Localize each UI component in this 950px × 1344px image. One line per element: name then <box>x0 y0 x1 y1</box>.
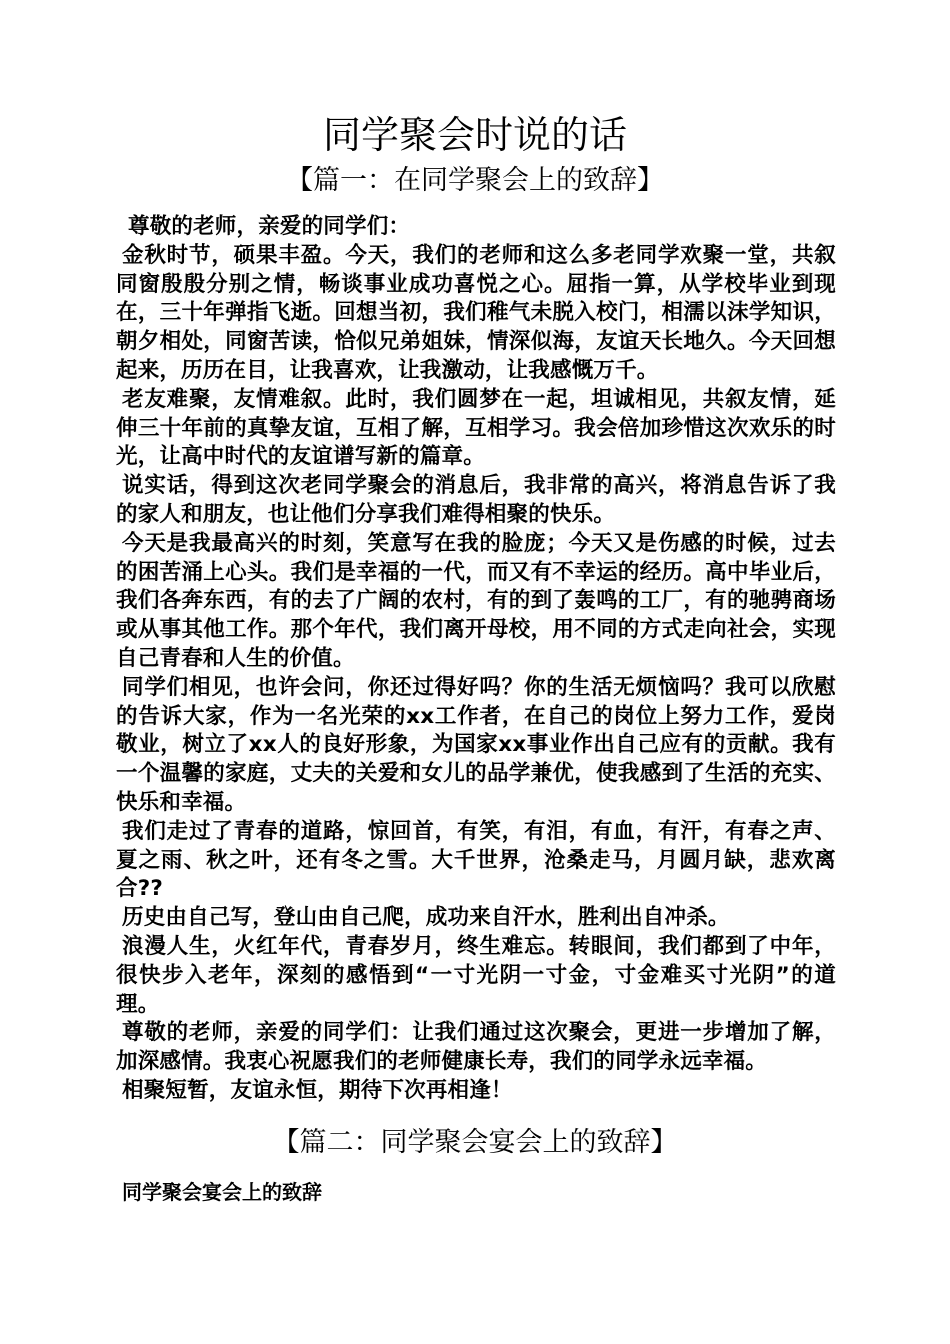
paragraph: 今天是我最高兴的时刻，笑意写在我的脸庞；今天又是伤感的时候，过去的困苦涌上心头。我们是幸福的一代，而又有不幸运的经历。高中毕业后，我们各奔东西，有的去了广阔的农村，有的到了轰鸣的工厂，有的驰骋商场或从事其他工作。那个年代，我们离开母校，用不同的方式走向社会，实现自己青春和人生的价值。 <box>116 530 836 671</box>
document-title: 同学聚会时说的话 <box>322 113 627 157</box>
paragraph: 金秋时节，硕果丰盈。今天，我们的老师和这么多老同学欢聚一堂，共叙同窗殷殷分别之情，畅谈事业成功喜悦之心。屈指一算，从学校毕业到现在，三十年弹指飞逝。回想当初，我们稚气未脱入校门，相濡以沫学知识，朝夕相处，同窗苦读，恰似兄弟姐妹，情深似海，友谊天长地久。今天回想起来，历历在目，让我喜欢，让我激动，让我感慨万千。 <box>116 242 836 383</box>
paragraph: 同学们相见，也许会问，你还过得好吗？你的生活无烦恼吗？我可以欣慰的告诉大家，作为一名光荣的xx工作者，在自己的岗位上努力工作，爱岗敬业，树立了xx人的良好形象，为国家xx事业作出自己应有的贡献。我有一个温馨的家庭，丈夫的关爱和女儿的品学兼优，使我感到了生活的充实、快乐和幸福。 <box>116 674 836 815</box>
paragraph: 我们走过了青春的道路，惊回首，有笑，有泪，有血，有汗，有春之声、夏之雨、秋之叶，还有冬之雪。大千世界，沧桑走马，月圆月缺，悲欢离合?? <box>116 818 836 902</box>
paragraph-closing: 相聚短暂，友谊永恒，期待下次再相逢！ <box>122 1077 513 1103</box>
paragraph: 老友难聚，友情难叙。此时，我们圆梦在一起，坦诚相见，共叙友情，延伸三十年前的真挚友谊，互相了解，互相学习。我会倍加珍惜这次欢乐的时光，让高中时代的友谊谱写新的篇章。 <box>116 386 836 470</box>
paragraph: 浪漫人生，火红年代，青春岁月，终生难忘。转眼间，我们都到了中年，很快步入老年，深刻的感悟到“一寸光阴一寸金，寸金难买寸光阴”的道理。 <box>116 933 836 1017</box>
section-1-body <box>116 213 836 1106</box>
section-heading-2: 【篇二：同学聚会宴会上的致辞】 <box>272 1127 678 1158</box>
paragraph: 说实话，得到这次老同学聚会的消息后，我非常的高兴，将消息告诉了我的家人和朋友，也让他们分享我们难得相聚的快乐。 <box>116 473 836 527</box>
paragraph: 尊敬的老师，亲爱的同学们：让我们通过这次聚会，更进一步增加了解，加深感情。我衷心祝愿我们的老师健康长寿，我们的同学永远幸福。 <box>116 1020 836 1075</box>
section-2-subheading: 同学聚会宴会上的致辞 <box>122 1180 322 1204</box>
paragraph: 历史由自己写，登山由自己爬，成功来自汗水，胜利出自冲杀。 <box>122 905 730 931</box>
paragraph-salutation: 尊敬的老师，亲爱的同学们： <box>128 214 411 239</box>
section-heading-1: 【篇一：在同学聚会上的致辞】 <box>286 165 664 196</box>
